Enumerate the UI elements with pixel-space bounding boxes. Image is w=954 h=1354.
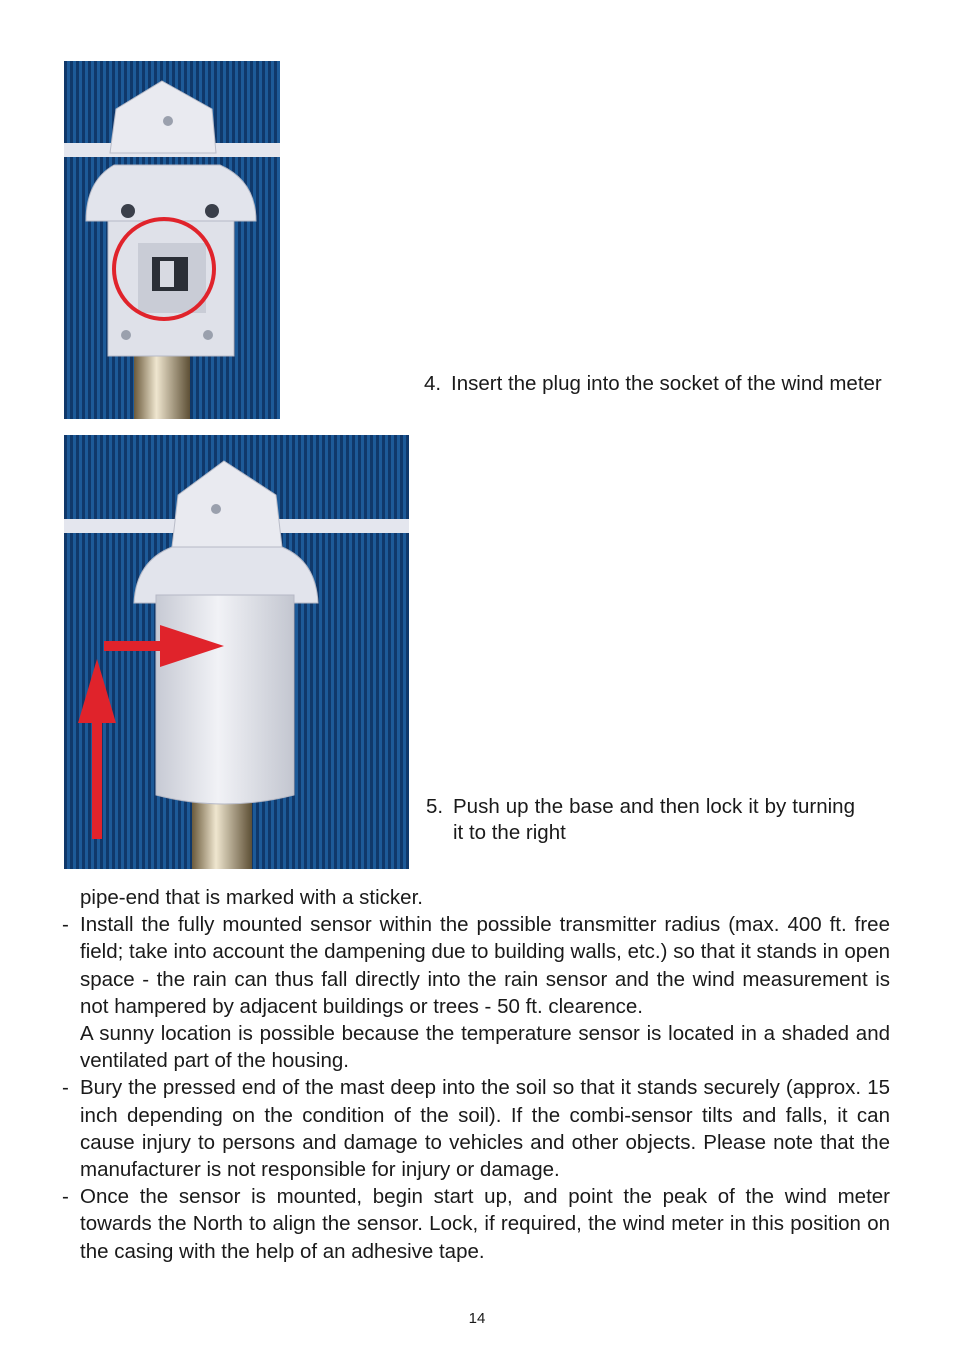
bullet-text: Once the sensor is mounted, begin start up, and point the peak of the wind meter towards the North to align the sensor. Lock, if required, the wind meter in this position on the casing with the help of an adhesive tape. — [80, 1185, 890, 1263]
bullet-dash: - — [62, 913, 69, 937]
photo-wind-meter-socket — [64, 61, 280, 419]
step-5-number: 5. — [426, 795, 444, 818]
page-number: 14 — [468, 1310, 486, 1327]
intro-paragraph: pipe-end that is marked with a sticker. — [80, 886, 423, 909]
bullet-dash: - — [62, 1185, 69, 1209]
bullet-bury-mast — [60, 1074, 890, 1183]
bullet-text: Install the fully mounted sensor within the possible transmitter radius (max. 400 ft. free field; take into account the dampening due to building walls, etc.) so that it stands in open space - the rain can thus fall directly into the rain sensor and the wind measurement is not hampered by adjacent buildings or trees - 50 ft. clearence. — [80, 913, 890, 1018]
bullet-text: Bury the pressed end of the mast deep into the soil so that it stands securely (approx. 15 inch depending on the condition of the soil). If the combi-sensor tilts and falls, it can cause injury to persons and damage to vehicles and other objects. Please note that the manufacturer is not responsible for injury or damage. — [80, 1076, 890, 1182]
body-text — [60, 884, 890, 1265]
bullet-align-north — [60, 1183, 890, 1265]
bullet-sunny-location — [60, 1020, 890, 1074]
bullet-transmitter-radius — [60, 911, 890, 1020]
step-5-text: Push up the base and then lock it by turning it to the right — [453, 795, 855, 844]
step-4-number: 4. — [424, 372, 442, 395]
bullet-dash: - — [62, 1076, 69, 1100]
step-4-text: Insert the plug into the socket of the wind meter — [451, 372, 882, 395]
bullet-text: A sunny location is possible because the temperature sensor is located in a shaded and ventilated part of the housing. — [80, 1022, 890, 1073]
photo-push-up-base — [64, 435, 409, 869]
